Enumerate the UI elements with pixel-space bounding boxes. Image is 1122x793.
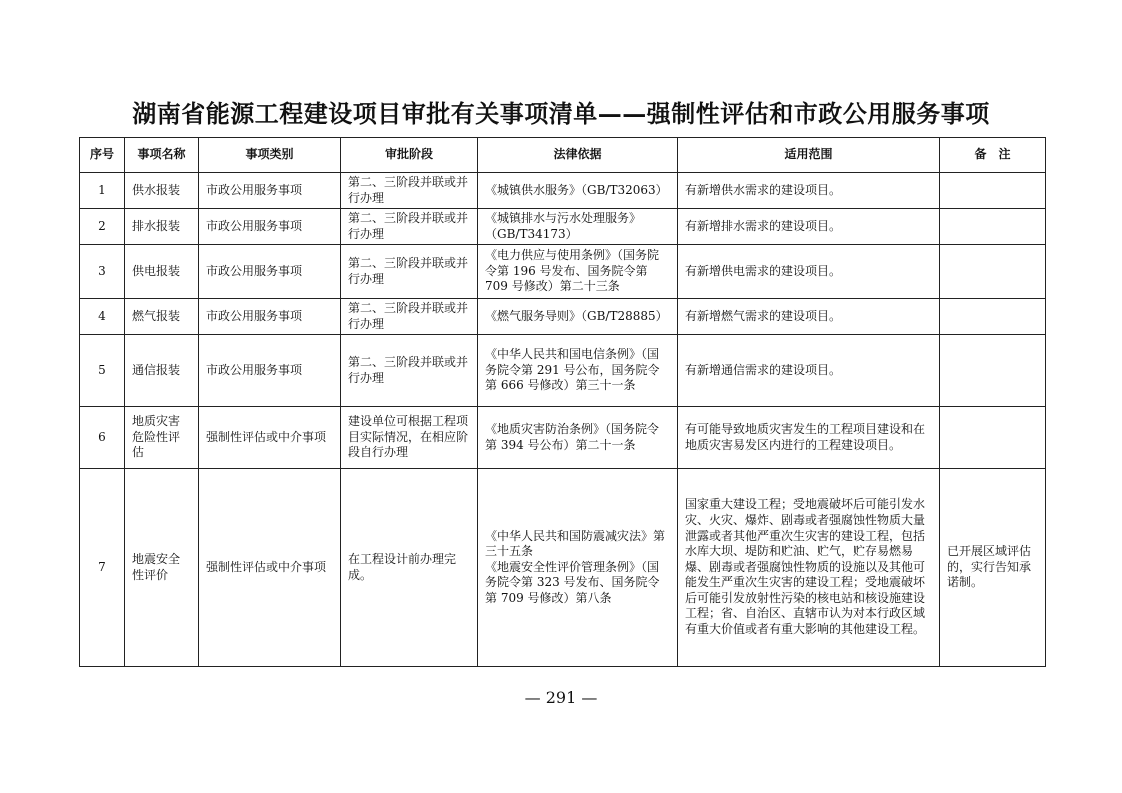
item-category: 市政公用服务事项 bbox=[199, 335, 341, 407]
row-number: 3 bbox=[80, 245, 125, 299]
legal-basis: 《城镇排水与污水处理服务》（GB/T34173） bbox=[478, 209, 678, 245]
page-title: 湖南省能源工程建设项目审批有关事项清单——强制性评估和市政公用服务事项 bbox=[132, 99, 990, 128]
header-basis: 法律依据 bbox=[478, 138, 678, 173]
header-scope: 适用范围 bbox=[678, 138, 940, 173]
row-number: 5 bbox=[80, 335, 125, 407]
item-category: 市政公用服务事项 bbox=[199, 245, 341, 299]
legal-basis: 《电力供应与使用条例》（国务院令第 196 号发布、国务院令第 709 号修改）第二十三条 bbox=[478, 245, 678, 299]
row-number: 1 bbox=[80, 173, 125, 209]
item-category: 强制性评估或中介事项 bbox=[199, 407, 341, 469]
approval-stage: 第二、三阶段并联或并行办理 bbox=[341, 173, 478, 209]
remarks bbox=[940, 335, 1046, 407]
applicable-scope: 有新增通信需求的建设项目。 bbox=[678, 335, 940, 407]
applicable-scope: 有新增供电需求的建设项目。 bbox=[678, 245, 940, 299]
approval-stage: 第二、三阶段并联或并行办理 bbox=[341, 335, 478, 407]
table-row bbox=[80, 407, 1046, 469]
item-name: 供电报装 bbox=[125, 245, 199, 299]
applicable-scope: 有新增供水需求的建设项目。 bbox=[678, 173, 940, 209]
item-category: 市政公用服务事项 bbox=[199, 209, 341, 245]
matters-table bbox=[79, 137, 1046, 667]
legal-basis: 《燃气服务导则》（GB/T28885） bbox=[478, 299, 678, 335]
approval-stage: 第二、三阶段并联或并行办理 bbox=[341, 209, 478, 245]
approval-stage: 在工程设计前办理完成。 bbox=[341, 469, 478, 667]
applicable-scope: 国家重大建设工程；受地震破坏后可能引发水灾、火灾、爆炸、剧毒或者强腐蚀性物质大量泄露或者其他严重次生灾害的建设工程，包括水库大坝、堤防和贮油、贮气，贮存易燃易爆、剧毒或者强腐蚀性物质的设施以及其他可能发生严重次生灾害的建设工程；受地震破坏后可能引发放射性污染的核电站和核设施建设工程；省、自治区、直辖市认为对本行政区域有重大价值或者有重大影响的其他建设工程。 bbox=[678, 469, 940, 667]
item-name: 地质灾害危险性评估 bbox=[125, 407, 199, 469]
remarks bbox=[940, 209, 1046, 245]
item-category: 市政公用服务事项 bbox=[199, 173, 341, 209]
table-row bbox=[80, 335, 1046, 407]
approval-stage: 第二、三阶段并联或并行办理 bbox=[341, 245, 478, 299]
row-number: 2 bbox=[80, 209, 125, 245]
applicable-scope: 有新增排水需求的建设项目。 bbox=[678, 209, 940, 245]
header-no: 序号 bbox=[80, 138, 125, 173]
row-number: 7 bbox=[80, 469, 125, 667]
item-name: 通信报装 bbox=[125, 335, 199, 407]
table-header-row bbox=[80, 138, 1046, 173]
table-row bbox=[80, 469, 1046, 667]
remarks bbox=[940, 407, 1046, 469]
header-name: 事项名称 bbox=[125, 138, 199, 173]
item-name: 地震安全性评价 bbox=[125, 469, 199, 667]
item-category: 市政公用服务事项 bbox=[199, 299, 341, 335]
legal-basis: 《中华人民共和国电信条例》（国务院令第 291 号公布，国务院令第 666 号修改）第三十一条 bbox=[478, 335, 678, 407]
approval-stage: 建设单位可根据工程项目实际情况，在相应阶段自行办理 bbox=[341, 407, 478, 469]
remarks bbox=[940, 245, 1046, 299]
page-number: — 291 — bbox=[524, 688, 598, 707]
remarks: 已开展区域评估的，实行告知承诺制。 bbox=[940, 469, 1046, 667]
applicable-scope: 有新增燃气需求的建设项目。 bbox=[678, 299, 940, 335]
table-row bbox=[80, 245, 1046, 299]
row-number: 4 bbox=[80, 299, 125, 335]
item-name: 排水报装 bbox=[125, 209, 199, 245]
item-name: 燃气报装 bbox=[125, 299, 199, 335]
table-row bbox=[80, 173, 1046, 209]
item-category: 强制性评估或中介事项 bbox=[199, 469, 341, 667]
applicable-scope: 有可能导致地质灾害发生的工程项目建设和在地质灾害易发区内进行的工程建设项目。 bbox=[678, 407, 940, 469]
table-row bbox=[80, 209, 1046, 245]
remarks bbox=[940, 299, 1046, 335]
table-row bbox=[80, 299, 1046, 335]
remarks bbox=[940, 173, 1046, 209]
legal-basis: 《中华人民共和国防震减灾法》第三十五条 《地震安全性评价管理条例》（国务院令第 323 号发布、国务院令第 709 号修改）第八条 bbox=[478, 469, 678, 667]
row-number: 6 bbox=[80, 407, 125, 469]
item-name: 供水报装 bbox=[125, 173, 199, 209]
header-note: 备 注 bbox=[940, 138, 1046, 173]
legal-basis: 《城镇供水服务》（GB/T32063） bbox=[478, 173, 678, 209]
legal-basis: 《地质灾害防治条例》（国务院令第 394 号公布）第二十一条 bbox=[478, 407, 678, 469]
header-category: 事项类别 bbox=[199, 138, 341, 173]
approval-stage: 第二、三阶段并联或并行办理 bbox=[341, 299, 478, 335]
header-stage: 审批阶段 bbox=[341, 138, 478, 173]
